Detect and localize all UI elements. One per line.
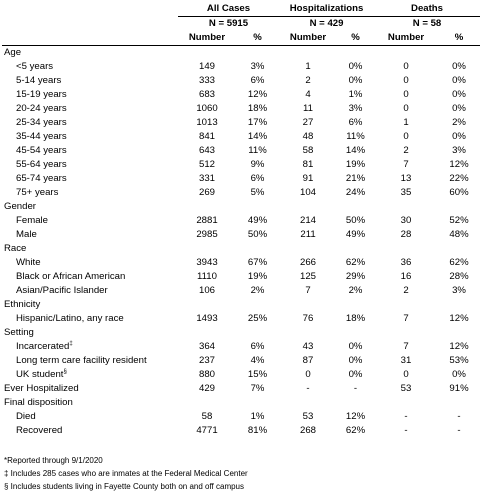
row-label: [2, 88, 178, 102]
cell-percent: 28%: [449, 271, 469, 282]
total-hospitalizations: N = 429: [309, 18, 344, 29]
cell-number: 1493: [196, 313, 218, 324]
cell-number: [374, 298, 438, 312]
cell-number: 643: [198, 145, 215, 156]
demographics-table: [2, 2, 480, 438]
cell-percent: [438, 396, 480, 410]
cell-percent: 91%: [449, 383, 469, 394]
cell-number: [279, 298, 337, 312]
footnote-marker: ‡: [69, 340, 73, 347]
row-label: [2, 424, 178, 438]
cell-percent: 1%: [348, 89, 363, 100]
total-deaths: N = 58: [412, 18, 442, 29]
header-blank: [2, 17, 178, 32]
cell-number: 76: [302, 313, 314, 324]
cell-percent: 2%: [452, 117, 466, 128]
total-all-cases: N = 5915: [208, 18, 249, 29]
cell-number: [374, 326, 438, 340]
cell-number: 841: [198, 131, 215, 142]
cell-number: 28: [400, 229, 412, 240]
row-label-text: Ever Hospitalized: [4, 383, 79, 394]
footnote: § Includes students living in Fayette County both on and off campus: [4, 482, 244, 491]
cell-percent: 0%: [452, 89, 466, 100]
cell-percent: 9%: [250, 159, 265, 170]
row-label-text: Male: [16, 229, 37, 240]
header-columns-row: [2, 31, 480, 46]
row-label-text: 75+ years: [16, 187, 59, 198]
cell-percent: 19%: [247, 271, 268, 282]
cell-percent: 21%: [345, 173, 366, 184]
category-row: [2, 298, 480, 312]
cell-number: [178, 242, 236, 256]
cell-percent: 6%: [250, 173, 265, 184]
cell-percent: 12%: [345, 411, 366, 422]
footnote-marker: §: [63, 368, 67, 375]
table-row: [2, 130, 480, 144]
cell-percent: 67%: [247, 257, 268, 268]
row-label-text: Gender: [4, 201, 36, 212]
cell-number: [178, 200, 236, 214]
cell-number: 1060: [196, 103, 218, 114]
table-row: [2, 340, 480, 354]
row-label: [2, 130, 178, 144]
cell-percent: [337, 200, 374, 214]
cell-number: 0: [403, 131, 409, 142]
category-row: [2, 326, 480, 340]
cell-number: 30: [400, 215, 412, 226]
cell-number: [178, 396, 236, 410]
table-row: [2, 368, 480, 382]
row-label-text: 15-19 years: [16, 89, 67, 100]
cell-number: 27: [302, 117, 314, 128]
cell-number: 2: [403, 145, 409, 156]
cell-percent: 6%: [348, 117, 363, 128]
row-label-text: Final disposition: [4, 397, 73, 408]
row-label-text: Long term care facility resident: [16, 355, 147, 366]
row-label-text: Black or African American: [16, 271, 126, 282]
cell-percent: 12%: [247, 89, 268, 100]
row-label-text: 35-44 years: [16, 131, 67, 142]
cell-percent: [438, 242, 480, 256]
row-label-text: White: [16, 257, 41, 268]
cell-number: 91: [302, 173, 314, 184]
cell-percent: 0%: [348, 61, 363, 72]
row-label: [2, 340, 178, 354]
row-label-text: 5-14 years: [16, 75, 62, 86]
cell-percent: 62%: [345, 425, 366, 436]
cell-number: [178, 298, 236, 312]
row-label: [2, 74, 178, 88]
cell-percent: -: [353, 383, 358, 394]
cell-number: 237: [198, 355, 215, 366]
col-pct-header: %: [438, 31, 480, 46]
row-label: [2, 410, 178, 424]
cell-percent: 0%: [452, 103, 466, 114]
row-label: [2, 60, 178, 74]
table-row: [2, 158, 480, 172]
cell-percent: 17%: [247, 117, 268, 128]
cell-number: 512: [198, 159, 215, 170]
category-label: [2, 396, 178, 410]
cell-number: 53: [400, 383, 412, 394]
col-number-header: Number: [374, 31, 438, 46]
cell-percent: 29%: [345, 271, 366, 282]
cell-percent: 5%: [250, 187, 265, 198]
row-label-text: Race: [4, 243, 27, 254]
cell-percent: [438, 46, 480, 61]
cell-number: 4: [305, 89, 311, 100]
cell-percent: [438, 200, 480, 214]
row-label-text: 20-24 years: [16, 103, 67, 114]
cell-percent: 3%: [348, 103, 363, 114]
cell-percent: 19%: [345, 159, 366, 170]
cell-number: [279, 242, 337, 256]
col-number-header: Number: [279, 31, 337, 46]
row-label: [2, 354, 178, 368]
footnote: ‡ Includes 285 cases who are inmates at the Federal Medical Center: [4, 469, 248, 478]
cell-number: 106: [198, 285, 215, 296]
row-label: [2, 102, 178, 116]
row-label: [2, 172, 178, 186]
cell-percent: [236, 242, 279, 256]
cell-number: -: [404, 425, 408, 436]
cell-percent: 24%: [345, 187, 366, 198]
cell-number: [374, 46, 438, 61]
category-label: [2, 326, 178, 340]
cell-percent: 6%: [250, 75, 265, 86]
row-label: [2, 256, 178, 270]
cell-number: 0: [403, 103, 409, 114]
category-label: [2, 200, 178, 214]
cell-number: 48: [302, 131, 314, 142]
cell-percent: -: [457, 411, 461, 422]
cell-number: 2: [305, 75, 311, 86]
category-row: [2, 382, 480, 396]
cell-percent: 14%: [345, 145, 366, 156]
cell-number: 31: [400, 355, 412, 366]
cell-percent: 12%: [449, 313, 469, 324]
header-deaths: Deaths: [374, 2, 480, 17]
cell-number: 364: [198, 341, 215, 352]
cell-percent: 0%: [348, 75, 363, 86]
cell-number: [279, 396, 337, 410]
category-row: [2, 46, 480, 61]
cell-percent: 7%: [250, 383, 265, 394]
cell-percent: 18%: [345, 313, 366, 324]
cell-percent: -: [457, 425, 461, 436]
cell-percent: 11%: [248, 145, 267, 156]
cell-number: 87: [302, 355, 314, 366]
cell-number: 0: [403, 61, 409, 72]
cell-percent: [438, 298, 480, 312]
cell-percent: 60%: [449, 187, 469, 198]
row-label: [2, 186, 178, 200]
col-pct-header: %: [236, 31, 279, 46]
cell-percent: 4%: [250, 355, 265, 366]
cell-number: 58: [201, 411, 213, 422]
row-label-text: 45-54 years: [16, 145, 67, 156]
cell-number: 0: [403, 89, 409, 100]
cell-percent: 50%: [345, 215, 366, 226]
row-label-text: Recovered: [16, 425, 63, 436]
cell-percent: 2%: [250, 285, 265, 296]
row-label-text: Female: [16, 215, 48, 226]
cell-number: 35: [400, 187, 412, 198]
cell-percent: 22%: [449, 173, 469, 184]
cell-number: 58: [302, 145, 314, 156]
cell-number: [279, 326, 337, 340]
cell-percent: 15%: [247, 369, 268, 380]
row-label-text: 25-34 years: [16, 117, 67, 128]
cell-number: [178, 326, 236, 340]
cell-number: 214: [300, 215, 317, 226]
table-row: [2, 228, 480, 242]
cell-number: 7: [305, 285, 311, 296]
cell-percent: 0%: [452, 61, 466, 72]
cell-number: 81: [302, 159, 314, 170]
cell-number: 0: [305, 369, 311, 380]
cell-number: 683: [198, 89, 215, 100]
cell-percent: 12%: [449, 159, 469, 170]
table-row: [2, 186, 480, 200]
cell-percent: [236, 46, 279, 61]
cell-percent: 49%: [345, 229, 366, 240]
cell-percent: 52%: [449, 215, 469, 226]
cell-percent: 53%: [449, 355, 469, 366]
cell-percent: 0%: [452, 75, 466, 86]
cell-number: [279, 46, 337, 61]
cell-percent: 3%: [452, 285, 466, 296]
header-blank: [2, 31, 178, 46]
cell-percent: 3%: [250, 61, 265, 72]
cell-number: 2: [403, 285, 409, 296]
table-row: [2, 270, 480, 284]
table-row: [2, 102, 480, 116]
cell-percent: [236, 200, 279, 214]
category-row: [2, 396, 480, 410]
cell-number: -: [306, 383, 310, 394]
row-label: [2, 228, 178, 242]
cell-percent: 0%: [348, 369, 363, 380]
cell-percent: 49%: [247, 215, 268, 226]
cell-number: 2881: [196, 215, 218, 226]
cell-number: 1: [403, 117, 409, 128]
cell-number: [374, 242, 438, 256]
table-row: [2, 214, 480, 228]
table-row: [2, 88, 480, 102]
cell-percent: 0%: [452, 131, 466, 142]
cell-percent: 25%: [247, 313, 268, 324]
cell-percent: 6%: [250, 341, 265, 352]
cell-percent: 1%: [250, 411, 265, 422]
header-all-cases: All Cases: [178, 2, 279, 17]
cell-number: 53: [302, 411, 314, 422]
cell-percent: 81%: [247, 425, 268, 436]
row-label-text: Incarcerated: [16, 341, 70, 352]
cell-number: 13: [400, 173, 412, 184]
row-label: [2, 368, 178, 382]
row-label-text: <5 years: [16, 61, 54, 72]
cell-number: 149: [198, 61, 215, 72]
cell-percent: [337, 242, 374, 256]
cell-number: 7: [403, 341, 409, 352]
cell-number: 0: [403, 369, 409, 380]
cell-percent: 12%: [449, 341, 469, 352]
cell-percent: 50%: [247, 229, 268, 240]
cell-percent: [337, 46, 374, 61]
cell-percent: 2%: [348, 285, 363, 296]
table-row: [2, 354, 480, 368]
cell-number: -: [404, 411, 408, 422]
category-label: [2, 382, 178, 396]
row-label: [2, 158, 178, 172]
cell-percent: 18%: [247, 103, 268, 114]
row-label: [2, 270, 178, 284]
cell-percent: [438, 326, 480, 340]
row-label-text: Asian/Pacific Islander: [16, 285, 108, 296]
cell-number: 4771: [196, 425, 218, 436]
table-row: [2, 74, 480, 88]
table-row: [2, 60, 480, 74]
header-totals-row: [2, 17, 480, 32]
row-label-text: Died: [16, 411, 36, 422]
table-row: [2, 256, 480, 270]
row-label-text: 65-74 years: [16, 173, 67, 184]
cell-percent: 0%: [348, 355, 363, 366]
header-hospitalizations: Hospitalizations: [279, 2, 374, 17]
cell-number: 11: [303, 103, 313, 114]
category-label: [2, 46, 178, 61]
category-label: [2, 298, 178, 312]
cell-percent: 48%: [449, 229, 469, 240]
row-label-text: Age: [4, 47, 22, 58]
cell-percent: 0%: [452, 369, 466, 380]
cell-number: [279, 200, 337, 214]
cell-number: 1: [305, 61, 311, 72]
row-label-text: 55-64 years: [16, 159, 67, 170]
cell-number: 333: [198, 75, 215, 86]
row-label-text: Hispanic/Latino, any race: [16, 313, 124, 324]
table-row: [2, 284, 480, 298]
table-row: [2, 116, 480, 130]
row-label-text: Setting: [4, 327, 34, 338]
cell-number: 268: [300, 425, 317, 436]
cell-number: 331: [198, 173, 215, 184]
cell-percent: 62%: [345, 257, 366, 268]
table-row: [2, 410, 480, 424]
row-label: [2, 284, 178, 298]
cell-number: 7: [403, 313, 409, 324]
cell-number: 7: [403, 159, 409, 170]
row-label: [2, 312, 178, 326]
cell-number: 1110: [197, 271, 217, 282]
footnotes: [4, 454, 248, 493]
table-row: [2, 172, 480, 186]
category-row: [2, 242, 480, 256]
cell-number: 266: [300, 257, 317, 268]
col-pct-header: %: [337, 31, 374, 46]
category-label: [2, 242, 178, 256]
table-row: [2, 312, 480, 326]
cell-number: [374, 396, 438, 410]
cell-percent: 62%: [449, 257, 469, 268]
row-label-text: UK student: [16, 369, 64, 380]
cell-number: [178, 46, 236, 61]
header-group-row: [2, 2, 480, 17]
cell-percent: 11%: [346, 131, 365, 142]
cell-percent: 0%: [348, 341, 363, 352]
row-label-text: Ethnicity: [4, 299, 41, 310]
cell-number: 43: [302, 341, 314, 352]
footnote: *Reported through 9/1/2020: [4, 456, 103, 465]
row-label: [2, 116, 178, 130]
cell-number: 125: [300, 271, 317, 282]
cell-number: 36: [400, 257, 412, 268]
row-label: [2, 144, 178, 158]
cell-number: 211: [300, 229, 316, 240]
cell-number: 269: [198, 187, 215, 198]
cell-percent: [236, 298, 279, 312]
category-row: [2, 200, 480, 214]
header-blank: [2, 2, 178, 17]
cell-number: [374, 200, 438, 214]
cell-percent: [337, 396, 374, 410]
cell-percent: [337, 326, 374, 340]
table-row: [2, 424, 480, 438]
cell-percent: 14%: [247, 131, 268, 142]
cell-number: 429: [198, 383, 215, 394]
cell-number: 104: [300, 187, 317, 198]
cell-number: 16: [400, 271, 412, 282]
cell-number: 3943: [196, 257, 218, 268]
table-row: [2, 144, 480, 158]
cell-number: 1013: [196, 117, 218, 128]
cell-number: 880: [198, 369, 215, 380]
cell-percent: 3%: [452, 145, 466, 156]
col-number-header: Number: [178, 31, 236, 46]
row-label: [2, 214, 178, 228]
cell-number: 0: [403, 75, 409, 86]
cell-percent: [337, 298, 374, 312]
cell-number: 2985: [196, 229, 218, 240]
cell-percent: [236, 326, 279, 340]
cell-percent: [236, 396, 279, 410]
